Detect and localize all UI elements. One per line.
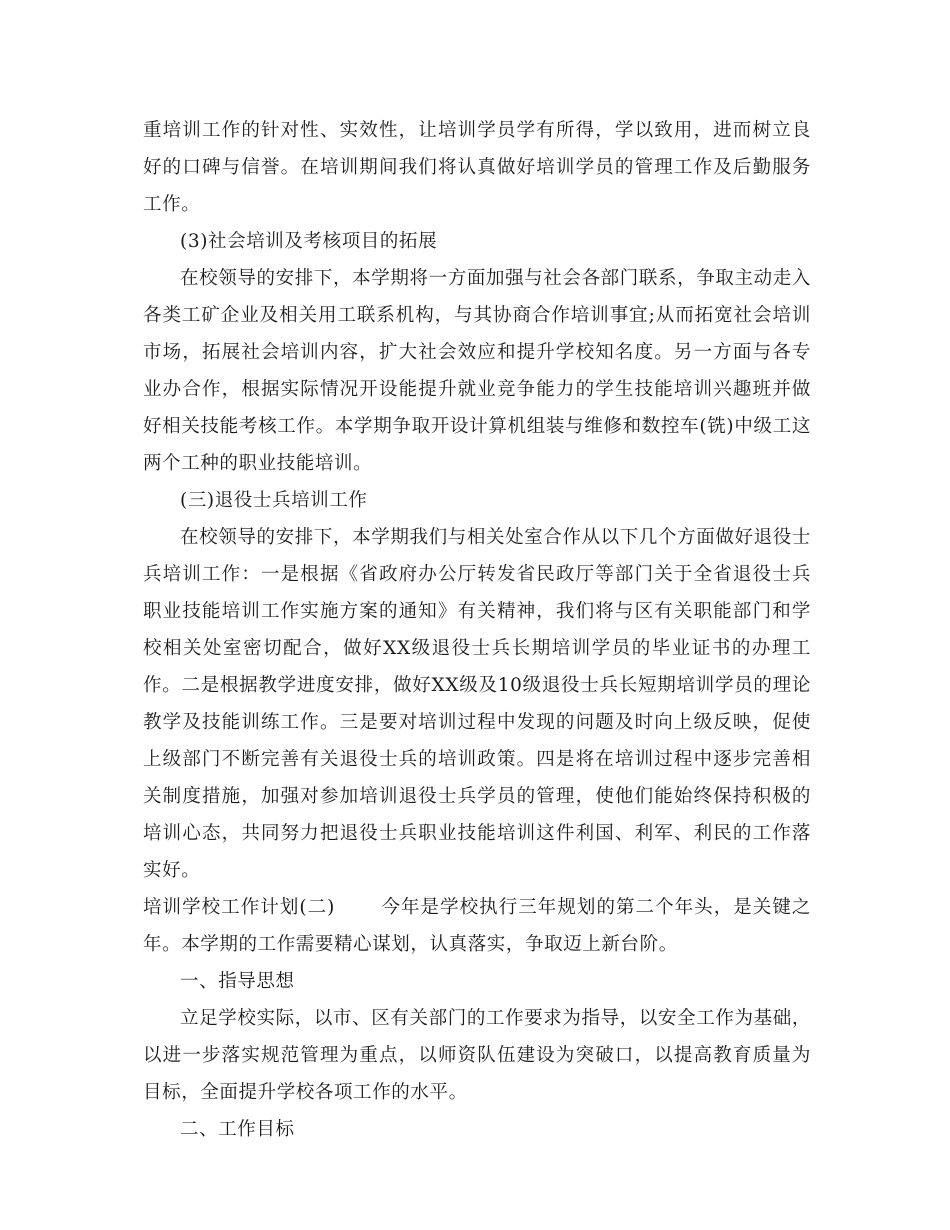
document-body	[143, 112, 811, 1148]
paragraph-veteran-training: 在校领导的安排下，本学期我们与相关处室合作从以下几个方面做好退役士兵培训工作：一是根据《省政府办公厅转发省民政厅等部门关于全省退役士兵职业技能培训工作实施方案的通知》有关精神，我们将与区有关职能部门和学校相关处室密切配合，做好XX级退役士兵长期培训学员的毕业证书的办理工作。二是根据教学进度安排，做好XX级及10级退役士兵长短期培训学员的理论教学及技能训练工作。三是要对培训过程中发现的问题及时向上级反映，促使上级部门不断完善有关退役士兵的培训政策。四是将在培训过程中逐步完善相关制度措施，加强对参加培训退役士兵学员的管理，使他们能始终保持积极的培训心态，共同努力把退役士兵职业技能培训这件利国、利军、利民的工作落实好。	[143, 527, 811, 881]
heading-veteran-training: (三)退役士兵培训工作	[180, 490, 368, 511]
paragraph-guiding-ideology: 立足学校实际，以市、区有关部门的工作要求为指导，以安全工作为基础，以进一步落实规范管理为重点，以师资队伍建设为突破口，以提高教育质量为目标，全面提升学校各项工作的水平。	[143, 1008, 811, 1103]
heading-social-training: (3)社会培训及考核项目的拓展	[180, 231, 438, 252]
paragraph-social-training: 在校领导的安排下，本学期将一方面加强与社会各部门联系，争取主动走入各类工矿企业及相关用工联系机构，与其协商合作培训事宜;从而拓宽社会培训市场，拓展社会培训内容，扩大社会效应和提升学校知名度。另一方面与各专业办合作，根据实际情况开设能提升就业竞争能力的学生技能培训兴趣班并做好相关技能考核工作。本学期争取开设计算机组装与维修和数控车(铣)中级工这两个工种的职业技能培训。	[143, 268, 811, 474]
paragraph-plan-two-intro: 培训学校工作计划(二) 今年是学校执行三年规划的第二个年头，是关键之年。本学期的工作需要精心谋划，认真落实，争取迈上新台阶。	[143, 897, 811, 955]
heading-guiding-ideology: 一、指导思想	[180, 971, 295, 992]
paragraph-training-quality: 重培训工作的针对性、实效性，让培训学员学有所得，学以致用，进而树立良好的口碑与信誉。在培训期间我们将认真做好培训学员的管理工作及后勤服务工作。	[143, 120, 811, 215]
heading-work-goals: 二、工作目标	[180, 1119, 295, 1140]
